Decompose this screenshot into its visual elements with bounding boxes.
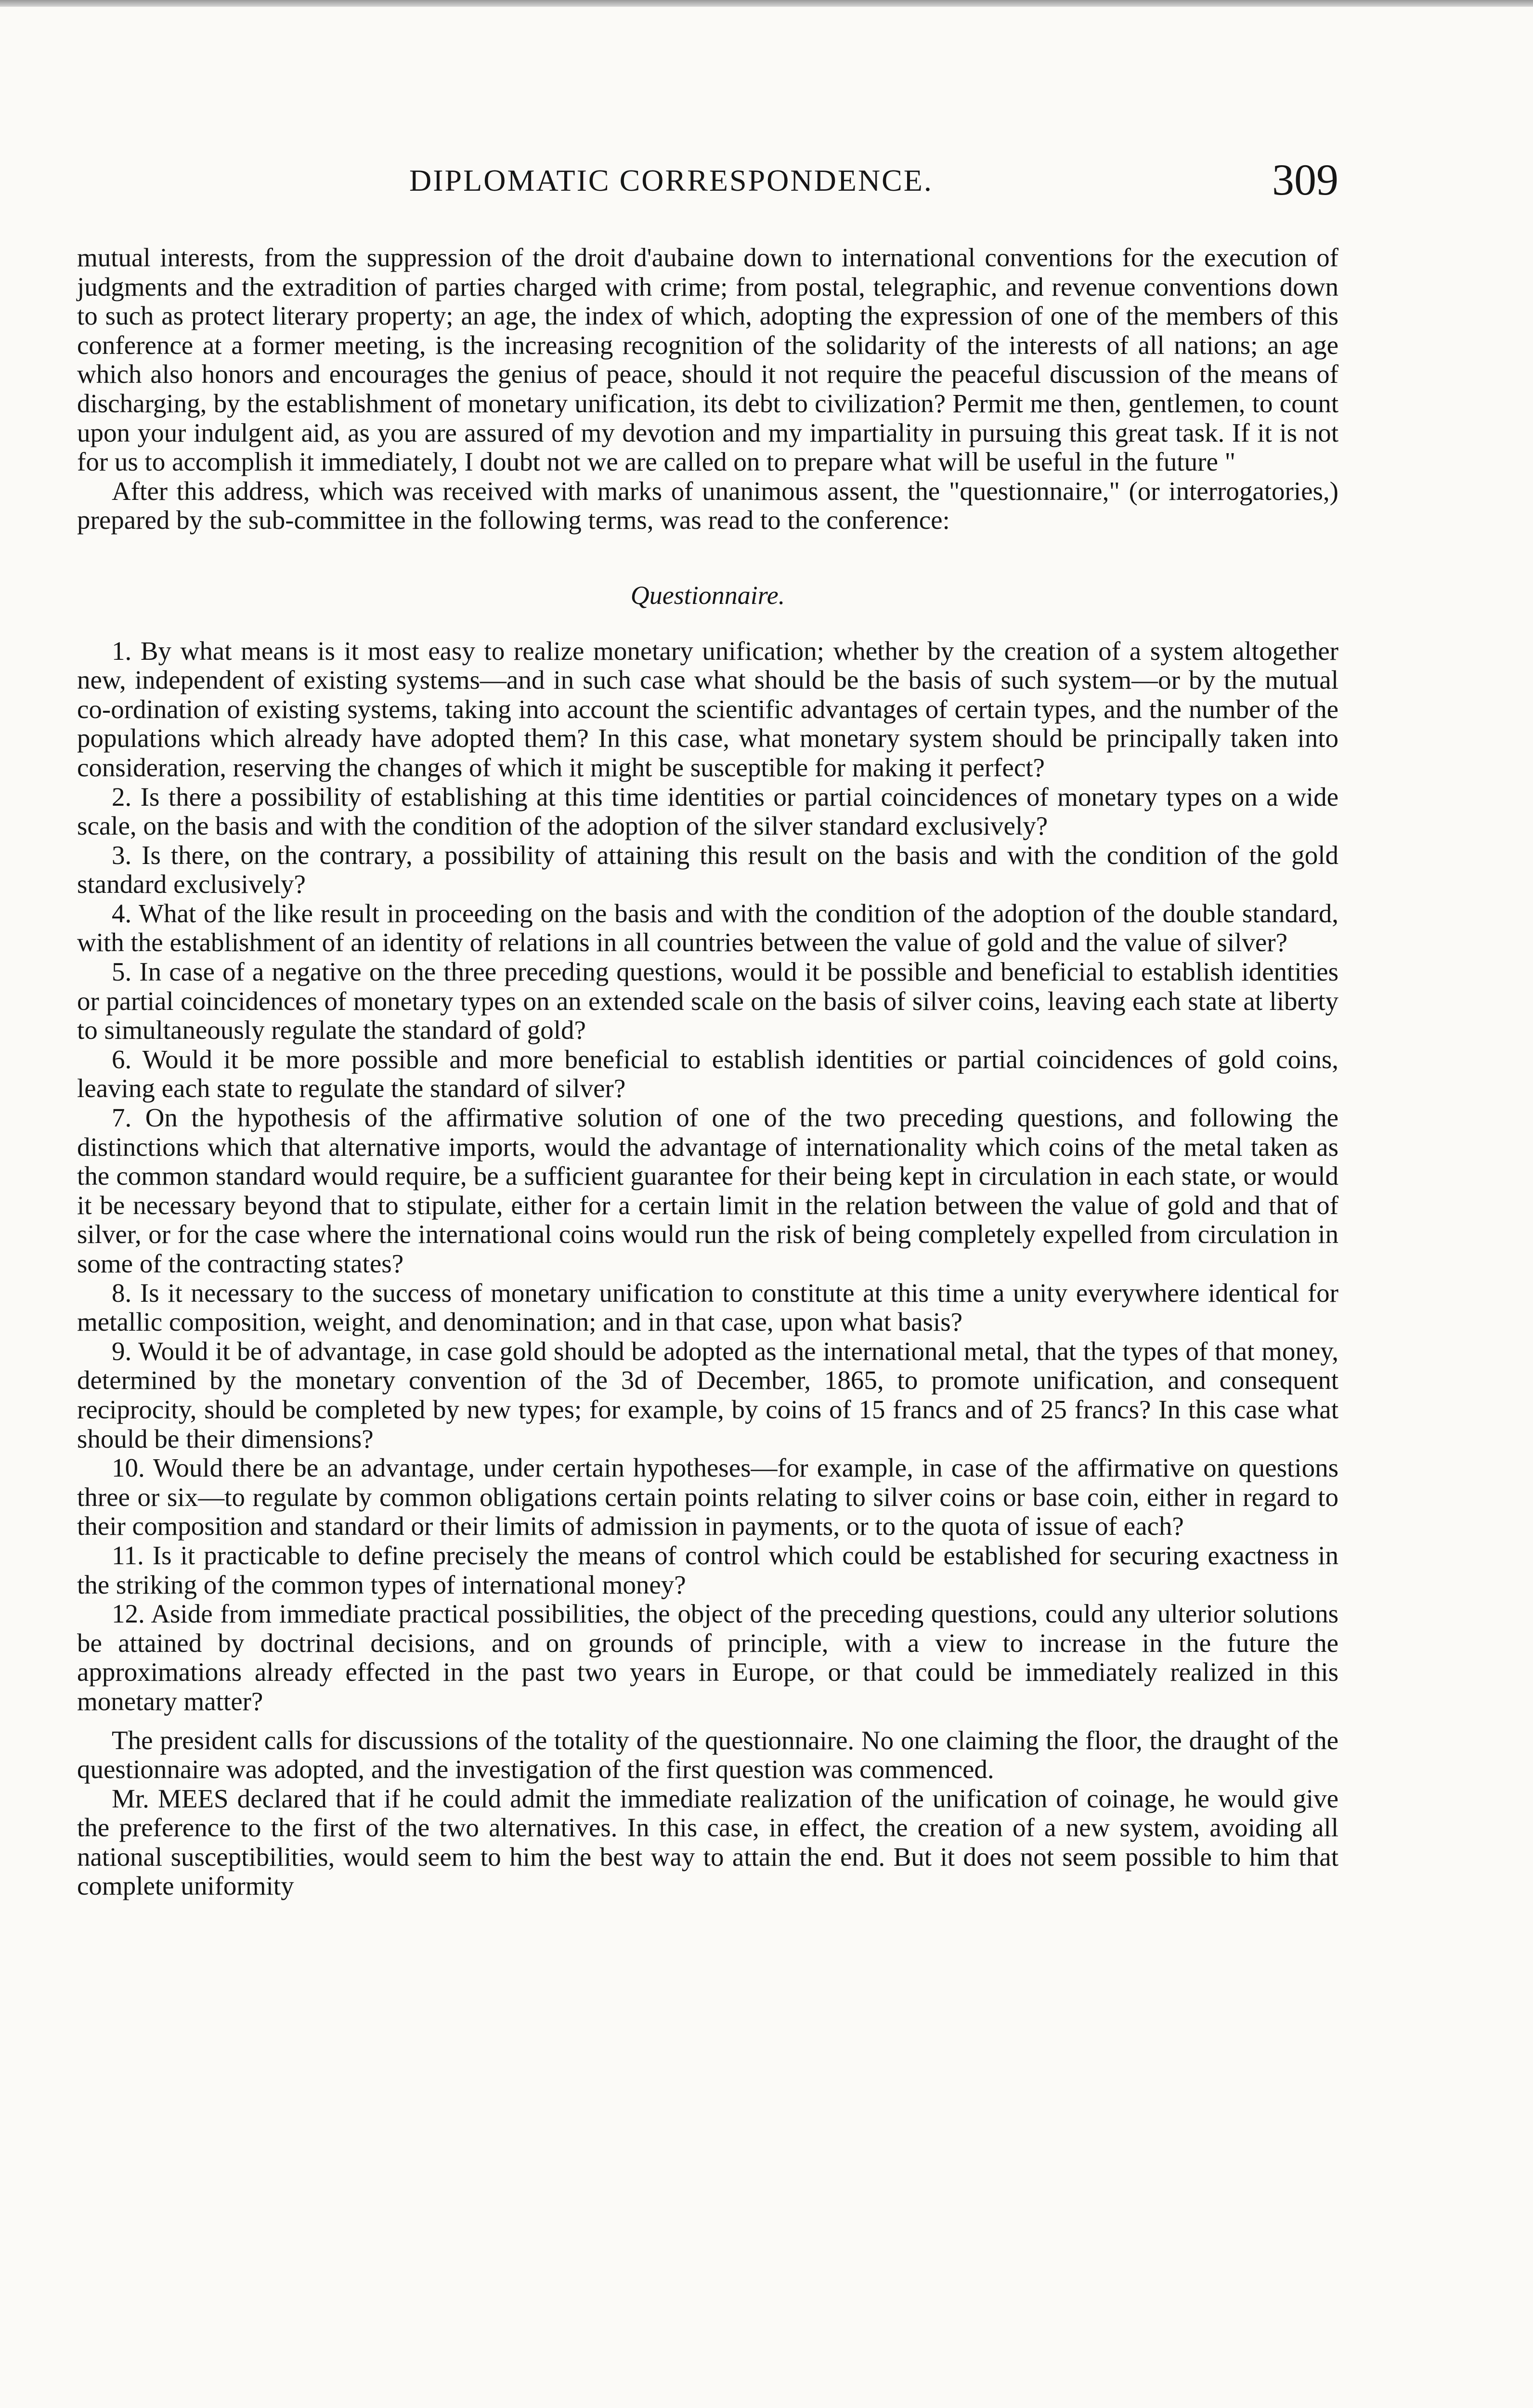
question-item-5: 5. In case of a negative on the three preceding questions, would it be possible and beneficial to establish identities or partial coincidences of monetary types on an extended scale on the basis of silver coins, leaving each state at liberty to simultaneously regulate the standard of gold?: [77, 957, 1338, 1045]
question-item-3: 3. Is there, on the contrary, a possibility of attaining this result on the basis and with the condition of the gold standard exclusively?: [77, 840, 1338, 899]
section-heading: Questionnaire.: [630, 580, 785, 610]
question-item-11: 11. Is it practicable to define precisely the means of control which could be established for securing exactness in the striking of the common types of international money?: [77, 1540, 1338, 1599]
question-item-9: 9. Would it be of advantage, in case gold should be adopted as the international metal, that the types of that money, determined by the monetary convention of the 3d of December, 1865, to promote unification, and consequent reciprocity, should be completed by new types; for example, by coins of 15 francs and of 25 francs? In this case what should be their dimensions?: [77, 1336, 1338, 1453]
page-header: [77, 154, 1338, 207]
spacer: [77, 1716, 1338, 1726]
question-item-7: 7. On the hypothesis of the affirmative solution of one of the two preceding questions, and following the distinctions which that alternative imports, would the advantage of internationality which coins of the metal taken as the common standard would require, be a sufficient guarantee for their being kept in circulation in each state, or would it be necessary beyond that to stipulate, either for a certain limit in the relation between the value of gold and that of silver, or for the case where the international coins would run the risk of being completely expelled from circulation in some of the contracting states?: [77, 1103, 1338, 1278]
question-item-8: 8. Is it necessary to the success of monetary unification to constitute at this time a unity everywhere identical for metallic composition, weight, and denomination; and in that case, upon what basis?: [77, 1278, 1338, 1337]
page-number: 309: [1272, 155, 1338, 204]
paragraph-continuation: mutual interests, from the suppression of the droit d'aubaine down to international conventions for the execution of judgments and the extradition of parties charged with crime; from postal, telegraphic, and revenue conventions down to such as protect literary property; an age, the index of which, adopting the expression of one of the members of this conference at a former meeting, is the increasing recognition of the solidarity of the interests of all nations; an age which also honors and encourages the genius of peace, should it not require the peaceful discussion of the means of discharging, by the establishment of monetary unification, its debt to civilization? Permit me then, gentlemen, to count upon your indulgent aid, as you are assured of my devotion and my impartiality in pursuing this great task. If it is not for us to accomplish it immediately, I doubt not we are called on to prepare what will be useful in the future ": [77, 243, 1338, 477]
question-item-10: 10. Would there be an advantage, under certain hypotheses—for example, in case of the affirmative on questions three or six—to regulate by common obligations certain points relating to silver coins or base coin, either in regard to their composition and standard or their limits of admission in payments, or to the quota of issue of each?: [77, 1453, 1338, 1541]
page-top-edge: [0, 0, 1533, 7]
question-item-4: 4. What of the like result in proceeding on the basis and with the condition of the adoption of the double standard, with the establishment of an identity of relations in all countries between the value of gold and the value of silver?: [77, 898, 1338, 957]
page-body: [77, 243, 1338, 1901]
question-item-2: 2. Is there a possibility of establishing at this time identities or partial coincidences of monetary types on a wide scale, on the basis and with the condition of the adoption of the silver standard exclusively?: [77, 782, 1338, 841]
question-item-1: 1. By what means is it most easy to realize monetary unification; whether by the creation of a system altogether new, independent of existing systems—and in such case what should be the basis of such system—or by the mutual co-ordination of existing systems, taking into account the scientific advantages of certain types, and the number of the populations which already have adopted them? In this case, what monetary system should be principally taken into consideration, reserving the changes of which it might be susceptible for making it perfect?: [77, 636, 1338, 782]
paragraph-mees: Mr. MEES declared that if he could admit the immediate realization of the unification of coinage, he would give the preference to the first of the two alternatives. In this case, in effect, the creation of a new system, avoiding all national susceptibilities, would seem to him the best way to attain the end. But it does not seem possible to him that complete uniformity: [77, 1783, 1338, 1901]
question-item-6: 6. Would it be more possible and more beneficial to establish identities or partial coincidences of gold coins, leaving each state to regulate the standard of silver?: [77, 1044, 1338, 1103]
question-item-12: 12. Aside from immediate practical possibilities, the object of the preceding questions, could any ulterior solutions be attained by doctrinal decisions, and on grounds of principle, with a view to increase in the future the approximations already effected in the past two years in Europe, or that could be immediately realized in this monetary matter?: [77, 1599, 1338, 1716]
running-title: DIPLOMATIC CORRESPONDENCE.: [409, 163, 933, 197]
paragraph-questionnaire-intro: After this address, which was received with marks of unanimous assent, the "questionnaire," (or interrogatories,) prepared by the sub-committee in the following terms, was read to the conference:: [77, 476, 1338, 535]
paragraph-president: The president calls for discussions of the totality of the questionnaire. No one claiming the floor, the draught of the questionnaire was adopted, and the investigation of the first question was commenced.: [77, 1725, 1338, 1784]
